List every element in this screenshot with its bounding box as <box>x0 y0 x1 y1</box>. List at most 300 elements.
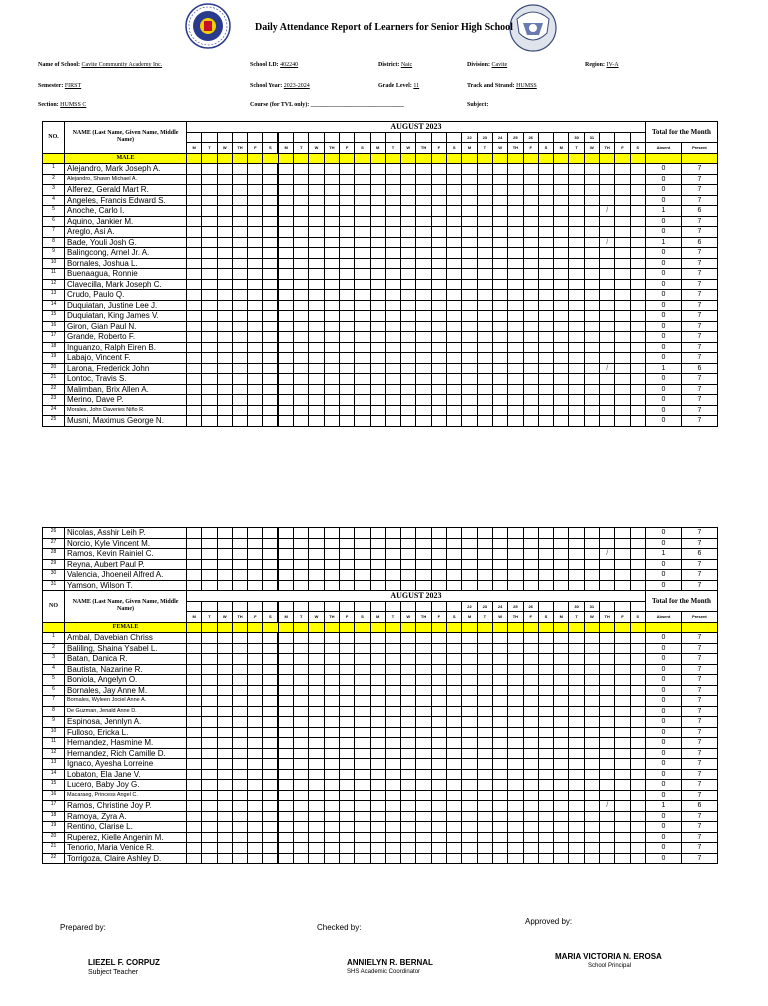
attendance-cell[interactable] <box>508 258 523 269</box>
attendance-cell[interactable] <box>554 416 569 427</box>
attendance-cell[interactable] <box>569 780 584 791</box>
attendance-cell[interactable] <box>309 801 324 812</box>
attendance-cell[interactable] <box>385 790 400 801</box>
attendance-cell[interactable] <box>339 559 354 570</box>
attendance-cell[interactable] <box>416 717 431 728</box>
attendance-cell[interactable] <box>492 780 507 791</box>
attendance-cell[interactable] <box>554 321 569 332</box>
attendance-cell[interactable] <box>569 853 584 864</box>
attendance-cell[interactable] <box>370 332 385 343</box>
attendance-cell[interactable] <box>324 248 339 259</box>
attendance-cell[interactable] <box>309 559 324 570</box>
attendance-cell[interactable] <box>462 801 477 812</box>
attendance-cell[interactable] <box>385 269 400 280</box>
attendance-cell[interactable] <box>263 538 278 549</box>
attendance-cell[interactable] <box>462 248 477 259</box>
attendance-cell[interactable] <box>462 164 477 175</box>
attendance-cell[interactable] <box>508 843 523 854</box>
attendance-cell[interactable] <box>416 643 431 654</box>
attendance-cell[interactable] <box>370 654 385 665</box>
attendance-cell[interactable] <box>554 643 569 654</box>
attendance-cell[interactable] <box>416 342 431 353</box>
attendance-cell[interactable] <box>294 237 309 248</box>
attendance-cell[interactable] <box>248 258 263 269</box>
attendance-cell[interactable] <box>294 790 309 801</box>
attendance-cell[interactable] <box>508 675 523 686</box>
attendance-cell[interactable] <box>630 206 645 217</box>
attendance-cell[interactable] <box>278 780 293 791</box>
attendance-cell[interactable] <box>248 332 263 343</box>
attendance-cell[interactable] <box>554 832 569 843</box>
attendance-cell[interactable] <box>232 738 247 749</box>
attendance-cell[interactable] <box>355 748 370 759</box>
attendance-cell[interactable] <box>492 843 507 854</box>
attendance-cell[interactable] <box>615 164 630 175</box>
attendance-cell[interactable] <box>248 580 263 591</box>
attendance-cell[interactable] <box>248 853 263 864</box>
attendance-cell[interactable] <box>232 374 247 385</box>
attendance-cell[interactable] <box>355 248 370 259</box>
absence-mark-cell[interactable] <box>600 216 615 227</box>
attendance-cell[interactable] <box>232 395 247 406</box>
attendance-cell[interactable] <box>615 538 630 549</box>
attendance-cell[interactable] <box>508 384 523 395</box>
attendance-cell[interactable] <box>385 528 400 539</box>
attendance-cell[interactable] <box>554 706 569 717</box>
attendance-cell[interactable] <box>508 706 523 717</box>
attendance-cell[interactable] <box>431 727 446 738</box>
attendance-cell[interactable] <box>248 174 263 185</box>
attendance-cell[interactable] <box>584 780 599 791</box>
attendance-cell[interactable] <box>462 853 477 864</box>
attendance-cell[interactable] <box>309 332 324 343</box>
attendance-cell[interactable] <box>355 384 370 395</box>
attendance-cell[interactable] <box>492 727 507 738</box>
attendance-cell[interactable] <box>294 643 309 654</box>
attendance-cell[interactable] <box>187 580 202 591</box>
attendance-cell[interactable] <box>401 384 416 395</box>
attendance-cell[interactable] <box>447 696 462 707</box>
attendance-cell[interactable] <box>584 811 599 822</box>
attendance-cell[interactable] <box>278 332 293 343</box>
attendance-cell[interactable] <box>447 801 462 812</box>
attendance-cell[interactable] <box>263 685 278 696</box>
attendance-cell[interactable] <box>431 216 446 227</box>
attendance-cell[interactable] <box>294 696 309 707</box>
attendance-cell[interactable] <box>294 174 309 185</box>
attendance-cell[interactable] <box>523 801 538 812</box>
attendance-cell[interactable] <box>309 685 324 696</box>
attendance-cell[interactable] <box>554 685 569 696</box>
attendance-cell[interactable] <box>554 675 569 686</box>
attendance-cell[interactable] <box>263 216 278 227</box>
attendance-cell[interactable] <box>248 300 263 311</box>
attendance-cell[interactable] <box>263 549 278 560</box>
attendance-cell[interactable] <box>232 185 247 196</box>
absence-mark-cell[interactable] <box>600 174 615 185</box>
attendance-cell[interactable] <box>416 237 431 248</box>
attendance-cell[interactable] <box>538 675 553 686</box>
attendance-cell[interactable] <box>447 353 462 364</box>
attendance-cell[interactable] <box>416 843 431 854</box>
attendance-cell[interactable] <box>523 748 538 759</box>
absence-mark-cell[interactable] <box>600 164 615 175</box>
attendance-cell[interactable] <box>401 780 416 791</box>
attendance-cell[interactable] <box>324 717 339 728</box>
attendance-cell[interactable] <box>523 248 538 259</box>
attendance-cell[interactable] <box>492 759 507 770</box>
attendance-cell[interactable] <box>431 416 446 427</box>
attendance-cell[interactable] <box>202 353 217 364</box>
attendance-cell[interactable] <box>355 832 370 843</box>
attendance-cell[interactable] <box>278 227 293 238</box>
attendance-cell[interactable] <box>416 790 431 801</box>
attendance-cell[interactable] <box>217 269 232 280</box>
attendance-cell[interactable] <box>385 300 400 311</box>
attendance-cell[interactable] <box>309 269 324 280</box>
attendance-cell[interactable] <box>538 570 553 581</box>
attendance-cell[interactable] <box>584 580 599 591</box>
attendance-cell[interactable] <box>339 416 354 427</box>
attendance-cell[interactable] <box>538 538 553 549</box>
attendance-cell[interactable] <box>385 832 400 843</box>
attendance-cell[interactable] <box>202 195 217 206</box>
attendance-cell[interactable] <box>370 706 385 717</box>
attendance-cell[interactable] <box>202 717 217 728</box>
attendance-cell[interactable] <box>416 853 431 864</box>
attendance-cell[interactable] <box>202 549 217 560</box>
attendance-cell[interactable] <box>508 748 523 759</box>
attendance-cell[interactable] <box>615 685 630 696</box>
attendance-cell[interactable] <box>355 685 370 696</box>
attendance-cell[interactable] <box>401 717 416 728</box>
attendance-cell[interactable] <box>615 374 630 385</box>
attendance-cell[interactable] <box>508 696 523 707</box>
attendance-cell[interactable] <box>339 227 354 238</box>
attendance-cell[interactable] <box>447 811 462 822</box>
attendance-cell[interactable] <box>278 185 293 196</box>
attendance-cell[interactable] <box>385 164 400 175</box>
attendance-cell[interactable] <box>294 580 309 591</box>
attendance-cell[interactable] <box>263 769 278 780</box>
attendance-cell[interactable] <box>401 769 416 780</box>
attendance-cell[interactable] <box>523 790 538 801</box>
attendance-cell[interactable] <box>401 164 416 175</box>
attendance-cell[interactable] <box>339 206 354 217</box>
attendance-cell[interactable] <box>630 248 645 259</box>
attendance-cell[interactable] <box>508 227 523 238</box>
absence-mark-cell[interactable] <box>600 696 615 707</box>
attendance-cell[interactable] <box>569 769 584 780</box>
attendance-cell[interactable] <box>278 738 293 749</box>
attendance-cell[interactable] <box>630 528 645 539</box>
attendance-cell[interactable] <box>462 227 477 238</box>
attendance-cell[interactable] <box>584 822 599 833</box>
attendance-cell[interactable] <box>584 538 599 549</box>
attendance-cell[interactable] <box>584 164 599 175</box>
attendance-cell[interactable] <box>508 290 523 301</box>
attendance-cell[interactable] <box>447 822 462 833</box>
attendance-cell[interactable] <box>232 538 247 549</box>
attendance-cell[interactable] <box>187 332 202 343</box>
attendance-cell[interactable] <box>584 738 599 749</box>
attendance-cell[interactable] <box>187 853 202 864</box>
attendance-cell[interactable] <box>309 416 324 427</box>
attendance-cell[interactable] <box>294 832 309 843</box>
attendance-cell[interactable] <box>187 748 202 759</box>
attendance-cell[interactable] <box>416 321 431 332</box>
attendance-cell[interactable] <box>202 769 217 780</box>
attendance-cell[interactable] <box>309 780 324 791</box>
attendance-cell[interactable] <box>355 706 370 717</box>
attendance-cell[interactable] <box>477 843 492 854</box>
attendance-cell[interactable] <box>339 290 354 301</box>
attendance-cell[interactable] <box>294 759 309 770</box>
attendance-cell[interactable] <box>294 416 309 427</box>
attendance-cell[interactable] <box>187 321 202 332</box>
attendance-cell[interactable] <box>202 727 217 738</box>
attendance-cell[interactable] <box>248 696 263 707</box>
attendance-cell[interactable] <box>492 559 507 570</box>
attendance-cell[interactable] <box>569 279 584 290</box>
attendance-cell[interactable] <box>523 395 538 406</box>
attendance-cell[interactable] <box>294 395 309 406</box>
attendance-cell[interactable] <box>401 416 416 427</box>
attendance-cell[interactable] <box>248 706 263 717</box>
attendance-cell[interactable] <box>202 290 217 301</box>
attendance-cell[interactable] <box>324 822 339 833</box>
attendance-cell[interactable] <box>217 374 232 385</box>
attendance-cell[interactable] <box>309 342 324 353</box>
attendance-cell[interactable] <box>278 528 293 539</box>
attendance-cell[interactable] <box>401 738 416 749</box>
attendance-cell[interactable] <box>569 748 584 759</box>
attendance-cell[interactable] <box>416 311 431 322</box>
attendance-cell[interactable] <box>508 321 523 332</box>
attendance-cell[interactable] <box>462 342 477 353</box>
attendance-cell[interactable] <box>278 801 293 812</box>
attendance-cell[interactable] <box>217 227 232 238</box>
attendance-cell[interactable] <box>477 633 492 644</box>
attendance-cell[interactable] <box>615 216 630 227</box>
attendance-cell[interactable] <box>232 717 247 728</box>
attendance-cell[interactable] <box>324 300 339 311</box>
attendance-cell[interactable] <box>492 654 507 665</box>
attendance-cell[interactable] <box>232 206 247 217</box>
attendance-cell[interactable] <box>339 248 354 259</box>
attendance-cell[interactable] <box>278 279 293 290</box>
attendance-cell[interactable] <box>248 227 263 238</box>
attendance-cell[interactable] <box>294 654 309 665</box>
attendance-cell[interactable] <box>569 549 584 560</box>
attendance-cell[interactable] <box>263 206 278 217</box>
attendance-cell[interactable] <box>508 279 523 290</box>
attendance-cell[interactable] <box>477 374 492 385</box>
attendance-cell[interactable] <box>523 727 538 738</box>
attendance-cell[interactable] <box>202 664 217 675</box>
attendance-cell[interactable] <box>523 654 538 665</box>
attendance-cell[interactable] <box>248 832 263 843</box>
attendance-cell[interactable] <box>217 174 232 185</box>
attendance-cell[interactable] <box>355 227 370 238</box>
attendance-cell[interactable] <box>401 195 416 206</box>
attendance-cell[interactable] <box>248 185 263 196</box>
attendance-cell[interactable] <box>385 675 400 686</box>
attendance-cell[interactable] <box>339 811 354 822</box>
attendance-cell[interactable] <box>447 549 462 560</box>
attendance-cell[interactable] <box>263 643 278 654</box>
attendance-cell[interactable] <box>492 185 507 196</box>
attendance-cell[interactable] <box>401 311 416 322</box>
attendance-cell[interactable] <box>401 696 416 707</box>
attendance-cell[interactable] <box>385 332 400 343</box>
absence-mark-cell[interactable] <box>600 374 615 385</box>
attendance-cell[interactable] <box>569 258 584 269</box>
attendance-cell[interactable] <box>447 195 462 206</box>
attendance-cell[interactable] <box>630 269 645 280</box>
attendance-cell[interactable] <box>355 769 370 780</box>
attendance-cell[interactable] <box>385 580 400 591</box>
attendance-cell[interactable] <box>431 195 446 206</box>
attendance-cell[interactable] <box>569 216 584 227</box>
attendance-cell[interactable] <box>232 843 247 854</box>
attendance-cell[interactable] <box>447 769 462 780</box>
attendance-cell[interactable] <box>263 227 278 238</box>
attendance-cell[interactable] <box>202 801 217 812</box>
attendance-cell[interactable] <box>401 332 416 343</box>
attendance-cell[interactable] <box>584 216 599 227</box>
absence-mark-cell[interactable] <box>600 780 615 791</box>
absence-mark-cell[interactable] <box>600 405 615 416</box>
attendance-cell[interactable] <box>187 374 202 385</box>
attendance-cell[interactable] <box>492 416 507 427</box>
attendance-cell[interactable] <box>523 717 538 728</box>
attendance-cell[interactable] <box>462 790 477 801</box>
attendance-cell[interactable] <box>187 290 202 301</box>
attendance-cell[interactable] <box>538 332 553 343</box>
attendance-cell[interactable] <box>477 332 492 343</box>
attendance-cell[interactable] <box>569 843 584 854</box>
attendance-cell[interactable] <box>630 416 645 427</box>
attendance-cell[interactable] <box>309 353 324 364</box>
attendance-cell[interactable] <box>615 248 630 259</box>
attendance-cell[interactable] <box>248 353 263 364</box>
attendance-cell[interactable] <box>630 332 645 343</box>
attendance-cell[interactable] <box>263 405 278 416</box>
attendance-cell[interactable] <box>447 248 462 259</box>
attendance-cell[interactable] <box>370 258 385 269</box>
attendance-cell[interactable] <box>569 727 584 738</box>
attendance-cell[interactable] <box>370 300 385 311</box>
attendance-cell[interactable] <box>584 206 599 217</box>
attendance-cell[interactable] <box>401 279 416 290</box>
attendance-cell[interactable] <box>523 216 538 227</box>
attendance-cell[interactable] <box>523 174 538 185</box>
attendance-cell[interactable] <box>447 706 462 717</box>
attendance-cell[interactable] <box>416 549 431 560</box>
absence-mark-cell[interactable] <box>600 300 615 311</box>
attendance-cell[interactable] <box>538 216 553 227</box>
attendance-cell[interactable] <box>355 643 370 654</box>
attendance-cell[interactable] <box>523 311 538 322</box>
attendance-cell[interactable] <box>355 696 370 707</box>
absence-mark-cell[interactable] <box>600 759 615 770</box>
attendance-cell[interactable] <box>355 395 370 406</box>
attendance-cell[interactable] <box>401 664 416 675</box>
attendance-cell[interactable] <box>584 269 599 280</box>
attendance-cell[interactable] <box>355 559 370 570</box>
attendance-cell[interactable] <box>508 185 523 196</box>
attendance-cell[interactable] <box>447 675 462 686</box>
attendance-cell[interactable] <box>523 290 538 301</box>
attendance-cell[interactable] <box>615 290 630 301</box>
attendance-cell[interactable] <box>569 633 584 644</box>
attendance-cell[interactable] <box>462 664 477 675</box>
attendance-cell[interactable] <box>339 384 354 395</box>
attendance-cell[interactable] <box>339 363 354 374</box>
attendance-cell[interactable] <box>217 633 232 644</box>
attendance-cell[interactable] <box>187 206 202 217</box>
attendance-cell[interactable] <box>431 237 446 248</box>
attendance-cell[interactable] <box>508 248 523 259</box>
attendance-cell[interactable] <box>294 538 309 549</box>
attendance-cell[interactable] <box>278 675 293 686</box>
attendance-cell[interactable] <box>355 822 370 833</box>
attendance-cell[interactable] <box>554 717 569 728</box>
attendance-cell[interactable] <box>523 685 538 696</box>
attendance-cell[interactable] <box>508 195 523 206</box>
attendance-cell[interactable] <box>263 633 278 644</box>
attendance-cell[interactable] <box>401 706 416 717</box>
attendance-cell[interactable] <box>401 342 416 353</box>
attendance-cell[interactable] <box>554 738 569 749</box>
attendance-cell[interactable] <box>187 685 202 696</box>
attendance-cell[interactable] <box>401 363 416 374</box>
attendance-cell[interactable] <box>294 780 309 791</box>
attendance-cell[interactable] <box>462 696 477 707</box>
attendance-cell[interactable] <box>355 374 370 385</box>
attendance-cell[interactable] <box>584 290 599 301</box>
attendance-cell[interactable] <box>187 654 202 665</box>
attendance-cell[interactable] <box>248 664 263 675</box>
attendance-cell[interactable] <box>523 759 538 770</box>
attendance-cell[interactable] <box>232 769 247 780</box>
attendance-cell[interactable] <box>538 237 553 248</box>
attendance-cell[interactable] <box>370 748 385 759</box>
attendance-cell[interactable] <box>370 384 385 395</box>
attendance-cell[interactable] <box>584 174 599 185</box>
attendance-cell[interactable] <box>538 706 553 717</box>
attendance-cell[interactable] <box>232 706 247 717</box>
attendance-cell[interactable] <box>523 332 538 343</box>
attendance-cell[interactable] <box>370 843 385 854</box>
attendance-cell[interactable] <box>202 416 217 427</box>
attendance-cell[interactable] <box>416 538 431 549</box>
attendance-cell[interactable] <box>187 258 202 269</box>
attendance-cell[interactable] <box>202 405 217 416</box>
attendance-cell[interactable] <box>309 258 324 269</box>
attendance-cell[interactable] <box>232 759 247 770</box>
attendance-cell[interactable] <box>447 727 462 738</box>
attendance-cell[interactable] <box>217 216 232 227</box>
attendance-cell[interactable] <box>232 675 247 686</box>
attendance-cell[interactable] <box>202 853 217 864</box>
attendance-cell[interactable] <box>294 633 309 644</box>
attendance-cell[interactable] <box>385 769 400 780</box>
attendance-cell[interactable] <box>385 559 400 570</box>
attendance-cell[interactable] <box>324 311 339 322</box>
attendance-cell[interactable] <box>324 685 339 696</box>
